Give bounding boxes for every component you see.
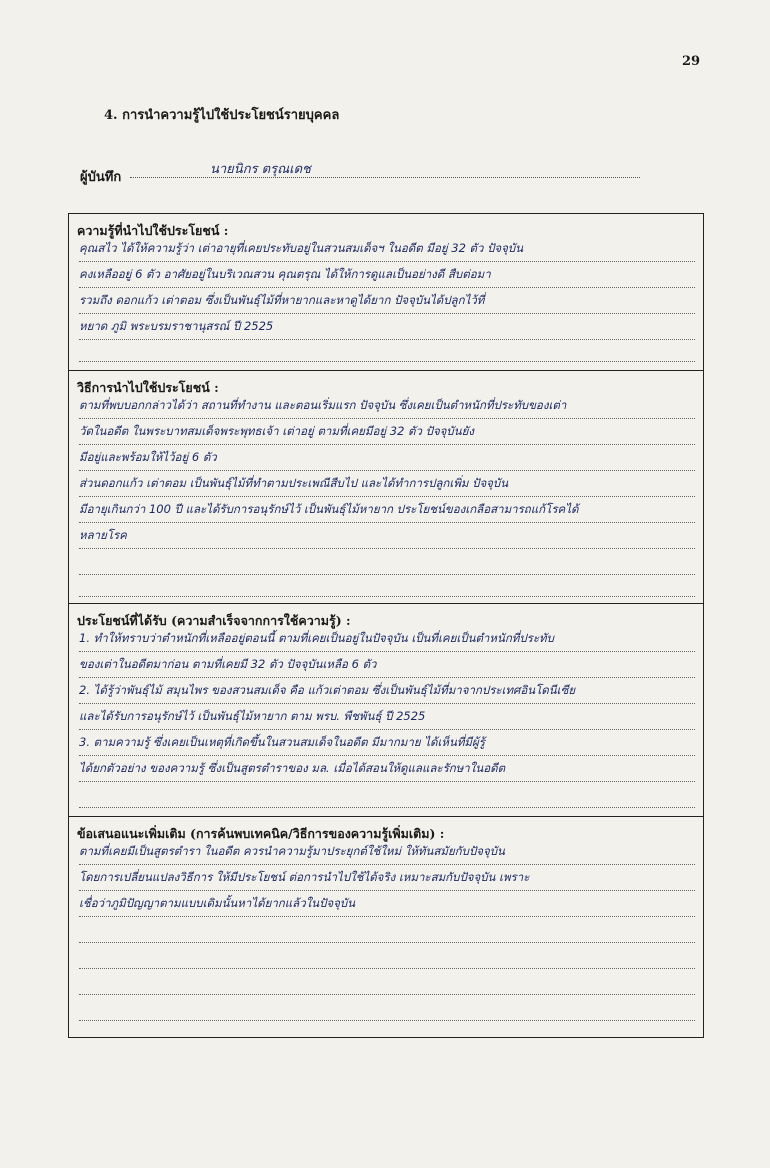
handwritten-text: ส่วนดอกแก้ว เต่าตอม เป็นพันธุ์ไม้ที่ทำตามประเพณีสืบไป และได้ทำการปลูกเพิ่ม ปัจจุบัน xyxy=(79,476,509,490)
writing-line xyxy=(79,571,695,597)
writing-line xyxy=(79,288,695,314)
writing-line xyxy=(79,626,695,652)
handwritten-text: วัดในอดีต ในพระบาทสมเด็จพระพุทธเจ้า เต่าอยู่ ตามที่เคยมีอยู่ 32 ตัว ปัจจุบันยัง xyxy=(79,424,474,438)
knowledge-form xyxy=(68,213,704,1038)
recorder-row xyxy=(80,158,640,184)
writing-line xyxy=(79,782,695,808)
handwritten-text: มีอยู่และพร้อมให้ไว้อยู่ 6 ตัว xyxy=(79,450,217,464)
handwritten-text: เชื่อว่าภูมิปัญญาตามแบบเดิมนั้นหาได้ยากแล้วในปัจจุบัน xyxy=(79,896,356,910)
handwritten-text: ของเต่าในอดีตมาก่อน ตามที่เคยมี 32 ตัว ปัจจุบันเหลือ 6 ตัว xyxy=(79,657,377,671)
section-title: วิธีการนำไปใช้ประโยชน์ : xyxy=(77,380,219,395)
writing-line xyxy=(79,704,695,730)
handwritten-text: โดยการเปลี่ยนแปลงวิธีการ ให้มีประโยชน์ ต่อการนำไปใช้ได้จริง เหมาะสมกับปัจจุบัน เพราะ xyxy=(79,870,530,884)
handwritten-text: คุณสไว ได้ให้ความรู้ว่า เต่าอายุที่เคยประทับอยู่ในสวนสมเด็จฯ ในอดีต มีอยู่ 32 ตัว ปัจจุบัน xyxy=(79,241,524,255)
handwritten-text: รวมถึง ดอกแก้ว เต่าตอม ซึ่งเป็นพันธุ์ไม้ที่หายากและหาดูได้ยาก ปัจจุบันได้ปลูกไว้ที่ xyxy=(79,293,485,307)
writing-line xyxy=(79,336,695,362)
writing-line xyxy=(79,865,695,891)
writing-line xyxy=(79,969,695,995)
handwritten-text: หยาด ภูมิ พระบรมราชานุสรณ์ ปี 2525 xyxy=(79,319,274,333)
writing-line xyxy=(79,943,695,969)
recorder-label: ผู้บันทึก xyxy=(80,170,122,185)
writing-line xyxy=(79,678,695,704)
writing-line xyxy=(79,917,695,943)
section-knowledge-used xyxy=(69,214,703,371)
writing-line xyxy=(79,730,695,756)
section-benefits xyxy=(69,604,703,817)
handwritten-text: หลายโรค xyxy=(79,528,127,542)
handwritten-text: 2. ได้รู้ว่าพันธุ์ไม้ สมุนไพร ของสวนสมเด็จ คือ แก้วเต่าตอม ซึ่งเป็นพันธุ์ไม้ที่มาจากประเทศอินโดนีเซีย xyxy=(79,683,576,697)
section-usage-method xyxy=(69,371,703,604)
handwritten-text: มีอายุเกินกว่า 100 ปี และได้รับการอนุรักษ์ไว้ เป็นพันธุ์ไม้หายาก ประโยชน์ของเกลือสามารถแก้โรคได้ xyxy=(79,502,579,516)
writing-line xyxy=(79,236,695,262)
handwritten-text: และได้รับการอนุรักษ์ไว้ เป็นพันธุ์ไม้หายาก ตาม พรบ. พืชพันธุ์ ปี 2525 xyxy=(79,709,426,723)
section-title: ข้อเสนอแนะเพิ่มเติม (การค้นพบเทคนิค/วิธีการของความรู้เพิ่มเติม) : xyxy=(77,826,445,841)
writing-line xyxy=(79,419,695,445)
handwritten-text: ตามที่พบบอกกล่าวได้ว่า สถานที่ทำงาน และตอนเริ่มแรก ปัจจุบัน ซึ่งเคยเป็นตำหนักที่ประทับของเต่า xyxy=(79,398,567,412)
recorder-line xyxy=(130,158,640,178)
writing-line xyxy=(79,839,695,865)
handwritten-text: คงเหลืออยู่ 6 ตัว อาศัยอยู่ในบริเวณสวน คุณตรุณ ได้ให้การดูแลเป็นอย่างดี สืบต่อมา xyxy=(79,267,491,281)
writing-line xyxy=(79,445,695,471)
handwritten-text: 3. ตามความรู้ ซึ่งเคยเป็นเหตุที่เกิดขึ้นในสวนสมเด็จในอดีต มีมากมาย ได้เห็นที่มีผู้รู้ xyxy=(79,735,485,749)
writing-line xyxy=(79,471,695,497)
section-title: ความรู้ที่นำไปใช้ประโยชน์ : xyxy=(77,223,229,238)
writing-line xyxy=(79,756,695,782)
writing-line xyxy=(79,393,695,419)
page-number: 29 xyxy=(682,54,701,69)
writing-line xyxy=(79,891,695,917)
writing-line xyxy=(79,523,695,549)
handwritten-text: 1. ทำให้ทราบว่าตำหนักที่เหลืออยู่ตอนนี้ ตามที่เคยเป็นอยู่ในปัจจุบัน เป็นที่เคยเป็นตำหนักที่ประทับ xyxy=(79,631,554,645)
section-heading: 4. การนำความรู้ไปใช้ประโยชน์รายบุคคล xyxy=(104,108,340,123)
writing-line xyxy=(79,262,695,288)
section-suggestions xyxy=(69,817,703,1036)
writing-line xyxy=(79,652,695,678)
recorder-name: นายนิกร ตรุณเดช xyxy=(210,162,311,177)
writing-line xyxy=(79,497,695,523)
handwritten-text: ตามที่เคยมีเป็นสูตรตำรา ในอดีต ควรนำความรู้มาประยุกต์ใช้ใหม่ ให้ทันสมัยกับปัจจุบัน xyxy=(79,844,505,858)
section-title: ประโยชน์ที่ได้รับ (ความสำเร็จจากการใช้ความรู้) : xyxy=(77,613,351,628)
writing-line xyxy=(79,995,695,1021)
handwritten-text: ได้ยกตัวอย่าง ของความรู้ ซึ่งเป็นสูตรตำราของ มล. เมื่อได้สอนให้ดูแลและรักษาในอดีต xyxy=(79,761,506,775)
